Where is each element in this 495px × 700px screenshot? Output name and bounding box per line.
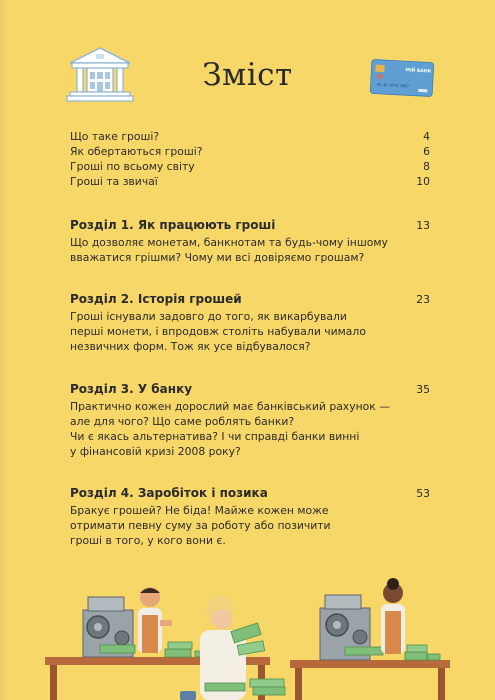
toc-item[interactable] bbox=[70, 129, 430, 144]
toc-item-label: Що таке гроші? bbox=[70, 130, 160, 143]
section-description: Гроші існували задовго до того, як викарбували перші монети, і впродовж століть набували чимало незвичних форм. Тож як усе відбувалося? bbox=[70, 310, 366, 353]
toc-item-label: Гроші та звичаї bbox=[70, 175, 158, 188]
right-table bbox=[290, 660, 450, 700]
toc-section-4[interactable] bbox=[70, 486, 430, 548]
toc-item-label: Гроші по всьому світу bbox=[70, 160, 195, 173]
section-title: Розділ 1. Як працюють гроші bbox=[70, 218, 276, 232]
money-printing-illustration bbox=[0, 575, 495, 700]
toc-section-3[interactable] bbox=[70, 382, 430, 459]
section-page: 35 bbox=[416, 383, 430, 396]
toc-section-1[interactable] bbox=[70, 218, 430, 265]
section-description: Бракує грошей? Не біда! Майже кожен може отримати певну суму за роботу або позичити гроші в того, у кого вони є. bbox=[70, 504, 331, 547]
toc-intro-list bbox=[70, 129, 430, 189]
toc-section-2[interactable] bbox=[70, 292, 430, 354]
section-title: Розділ 3. У банку bbox=[70, 382, 193, 396]
section-page: 53 bbox=[416, 487, 430, 500]
worker-left bbox=[138, 587, 172, 653]
section-title: Розділ 4. Заробіток і позика bbox=[70, 486, 268, 500]
page-title: Зміст bbox=[202, 57, 293, 93]
toc-item-page: 4 bbox=[423, 130, 430, 143]
toc-item-page: 10 bbox=[416, 175, 430, 188]
card-bank-name: МІЙ БАНК bbox=[405, 68, 432, 75]
printing-machine-right bbox=[320, 595, 383, 660]
toc-item[interactable] bbox=[70, 159, 430, 174]
toc-item-page: 6 bbox=[423, 145, 430, 158]
toc-item-label: Як обертаються гроші? bbox=[70, 145, 203, 158]
worker-right bbox=[381, 578, 405, 654]
bank-card-icon bbox=[369, 58, 435, 98]
toc-item[interactable] bbox=[70, 144, 430, 159]
card-number: 45 45 9773 2017 bbox=[376, 82, 410, 89]
toc-item-page: 8 bbox=[423, 160, 430, 173]
money-stacks-right bbox=[405, 645, 440, 660]
section-page: 23 bbox=[416, 293, 430, 306]
section-description: Практично кожен дорослий має банківський рахунок — але для чого? Що саме роблять банки? Чи є якась альтернатива? І чи справді банки винні у фінансовій кризі 2008 року? bbox=[70, 400, 391, 458]
toc-item[interactable] bbox=[70, 174, 430, 189]
printing-machine-left bbox=[83, 597, 135, 657]
section-description: Що дозволяє монетам, банкнотам та будь-чому іншому вважатися грішми? Чому ми всі довіряємо грошам? bbox=[70, 236, 388, 264]
section-page: 13 bbox=[416, 219, 430, 232]
section-title: Розділ 2. Історія грошей bbox=[70, 292, 242, 306]
